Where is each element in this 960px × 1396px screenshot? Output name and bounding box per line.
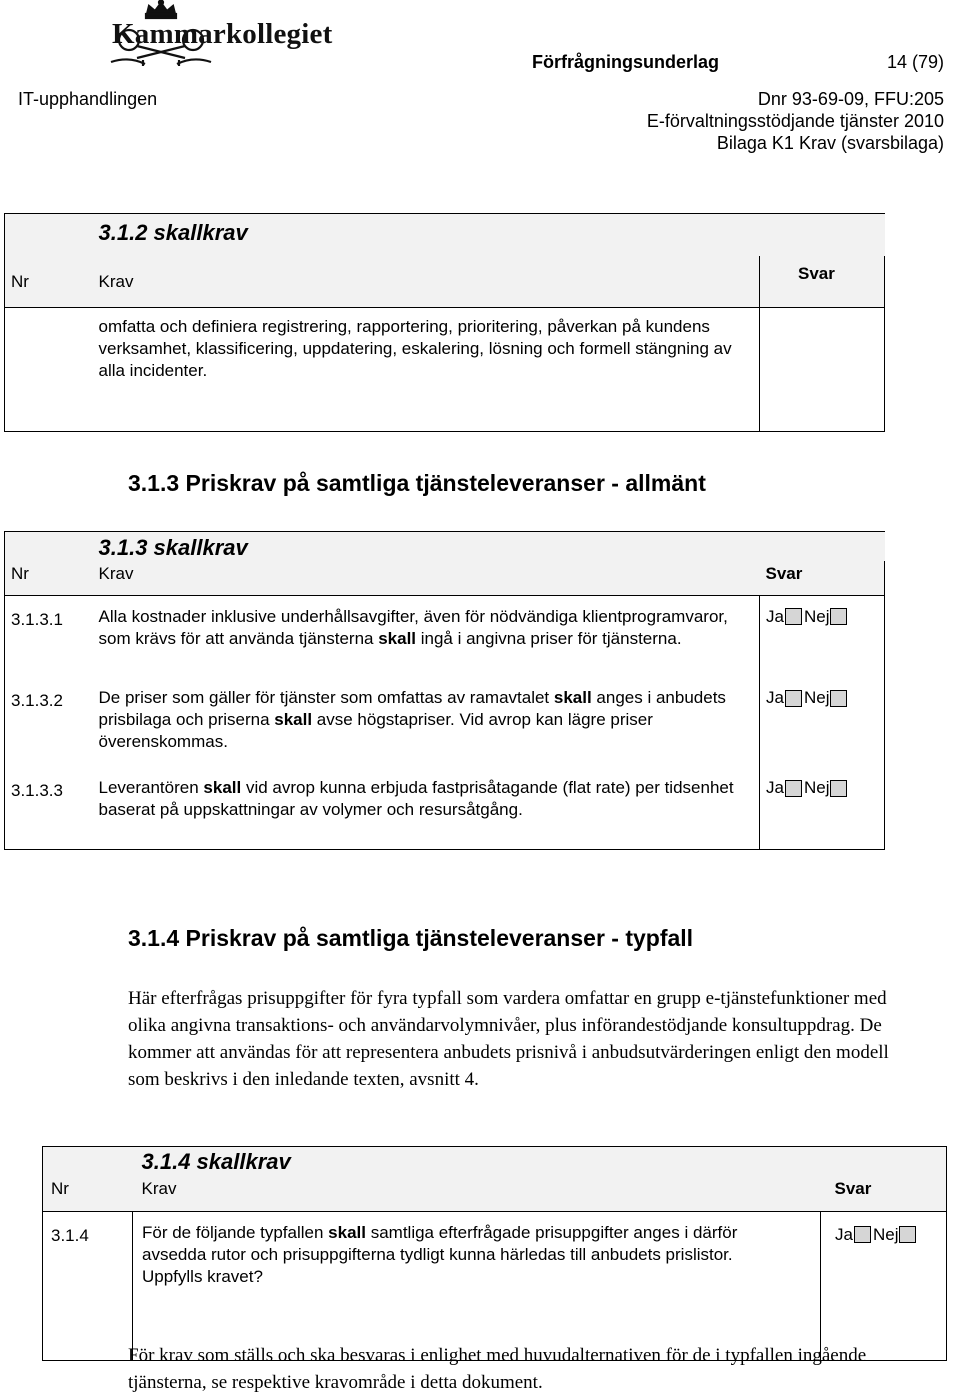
col-svar-header: Svar [760,256,885,308]
page-number: 14 (79) [886,52,944,72]
requirements-table-314 [42,1146,947,1361]
section-title: 3.1.4 skallkrav [141,1149,291,1174]
no-checkbox[interactable] [830,608,847,625]
header-left-label: IT-upphandlingen [18,89,158,109]
table-row [5,595,885,685]
yes-no-answer: Ja Nej [766,778,884,798]
section-title: 3.1.2 skallkrav [98,220,248,245]
requirements-table-313 [4,531,885,850]
requirement-text: För de följande typfallen skall samtliga efterfrågade prisuppgifter anges i därför avsedda rutor och prisuppgifterna tydligt kunna härledas till anbudets prislistor. Uppfylls kravet? [133,1211,821,1360]
requirement-text: Leverantören skall vid avrop kunna erbjuda fastprisåtagande (flat rate) per tidsenhet baserat på uppskattningar av volymer och resursåtgång. [91,777,760,849]
requirement-question: Uppfylls kravet? [142,1266,263,1286]
col-nr-header: Nr [43,1175,133,1211]
yes-no-answer: Ja Nej [766,688,884,708]
yes-no-answer: Ja Nej [766,607,884,627]
requirement-nr: 3.1.4 [43,1211,133,1360]
no-checkbox[interactable] [830,690,847,707]
col-krav-header: Krav [133,1175,821,1211]
table-row [5,685,885,777]
intro-paragraph: Här efterfrågas prisuppgifter för fyra typfall som vardera omfattar en grupp e-tjänstefunktioner med olika angivna transaktions- och användarvolymnivåer, plus införandestödjande konsultuppdrag. De kommer att användas för att representera anbudets prisnivå i anbudsutvärderingen enligt den modell som beskrivs i den inledande texten, avsnitt 4. [128,988,889,1090]
no-checkbox[interactable] [830,780,847,797]
col-krav-header: Krav [91,256,760,308]
doc-type: Förfrågningsunderlag [532,52,720,72]
yes-no-answer: Ja Nej [835,1225,946,1245]
table-row [5,777,885,849]
requirement-nr: 3.1.3.1 [5,595,91,685]
project-title: E-förvaltningsstödjande tjänster 2010 [646,111,944,131]
answer-cell[interactable] [760,308,885,432]
yes-checkbox[interactable] [854,1226,871,1243]
table-row [43,1211,947,1360]
requirement-text: omfatta och definiera registrering, rapportering, prioritering, påverkan på kundens verksamhet, klassificering, uppdatering, eskalering, lösning och formell stängning av alla incidenter. [91,308,760,432]
no-checkbox[interactable] [899,1226,916,1243]
col-nr-header: Nr [5,561,91,595]
yes-checkbox[interactable] [785,780,802,797]
heading-314: 3.1.4 Priskrav på samtliga tjänsteleveranser - typfall [128,925,694,951]
col-svar-header: Svar [821,1175,947,1211]
col-nr-header: Nr [5,256,91,308]
requirements-table-312 [4,213,885,432]
col-svar-header: Svar [760,561,885,595]
requirement-nr: 3.1.3.3 [5,777,91,849]
heading-313: 3.1.3 Priskrav på samtliga tjänsteleveranser - allmänt [128,470,706,496]
footer-paragraph: För krav som ställs och ska besvaras i enlighet med huvudalternativen för de i typfallen ingående tjänsterna, se respektive kravområde i detta dokument. [128,1345,867,1393]
dnr: Dnr 93-69-09, FFU:205 [757,89,944,109]
requirement-text: Alla kostnader inklusive underhållsavgifter, även för nödvändiga klientprogramvaror, som krävs för att använda tjänsterna skall ingå i angivna priser för tjänsterna. [98,606,728,648]
yes-checkbox[interactable] [785,690,802,707]
org-name: Kammarkollegiet [112,18,333,50]
section-title: 3.1.3 skallkrav [98,535,248,560]
requirement-text: De priser som gäller för tjänster som omfattas av ramavtalet skall anges i anbudets prisbilaga och priserna skall avse högstapriser. Vid avrop kan lägre priser överenskommas. [98,688,726,751]
col-krav-header: Krav [91,561,760,595]
yes-checkbox[interactable] [785,608,802,625]
requirement-nr: 3.1.3.2 [5,685,91,777]
appendix-title: Bilaga K1 Krav (svarsbilaga) [716,133,944,153]
